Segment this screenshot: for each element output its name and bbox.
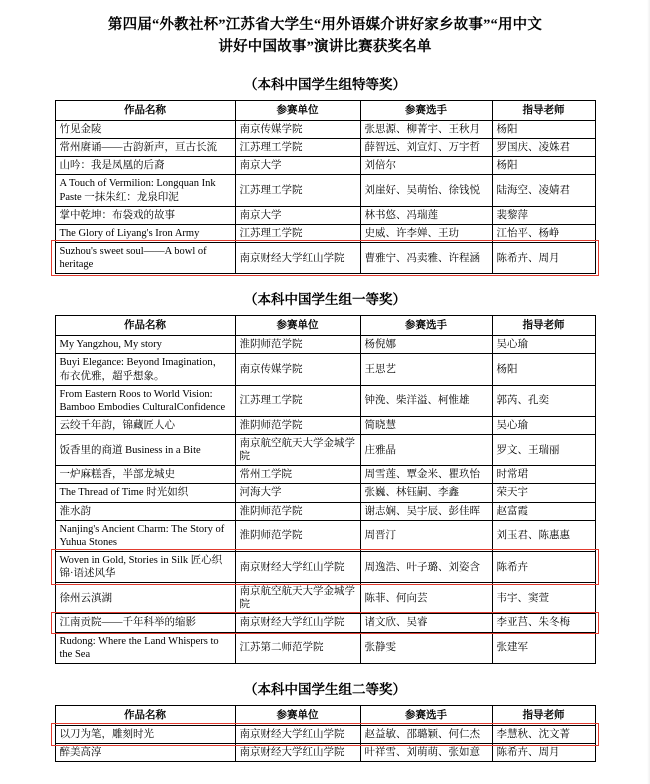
cell-advisor: 郭芮、孔奕	[492, 385, 595, 416]
cell-work: Suzhou's sweet soul——A bowl of heritage	[55, 242, 235, 273]
cell-contestant: 张巍、林钰嗣、李鑫	[360, 484, 492, 502]
cell-contestant: 曹雅宁、冯卖雅、许程涵	[360, 242, 492, 273]
cell-contestant: 王思艺	[360, 354, 492, 385]
table-row-highlighted	[55, 551, 595, 582]
cell-advisor: 刘玉君、陈惠惠	[492, 520, 595, 551]
cell-work: 山吟：我是凤凰的后裔	[55, 157, 235, 175]
cell-advisor: 时常珺	[492, 466, 595, 484]
cell-unit: 江苏理工学院	[235, 175, 360, 206]
table-row	[55, 416, 595, 434]
table-row	[55, 520, 595, 551]
cell-advisor: 罗文、王瑞丽	[492, 435, 595, 466]
col-header-contestant: 参赛选手	[360, 705, 492, 725]
section-heading-second-prize: （本科中国学生组二等奖）	[244, 681, 406, 697]
cell-work: My Yangzhou, My story	[55, 336, 235, 354]
col-header-advisor: 指导老师	[492, 100, 595, 120]
cell-work: Buyi Elegance: Beyond Imagination，布衣优雅，超乎想象。	[55, 354, 235, 385]
cell-work: 江南贡院——千年科举的缩影	[55, 614, 235, 632]
table-row	[55, 502, 595, 520]
table-row-highlighted	[55, 725, 595, 743]
cell-work: 淮水韵	[55, 502, 235, 520]
cell-advisor: 罗国庆、凌姝君	[492, 139, 595, 157]
cell-unit: 南京财经大学红山学院	[235, 725, 360, 743]
table-row	[55, 744, 595, 762]
cell-unit: 淮阴师范学院	[235, 502, 360, 520]
cell-unit: 淮阴师范学院	[235, 416, 360, 434]
cell-work: From Eastern Roos to World Vision: Bamboo Embodies CulturalConfidence	[55, 385, 235, 416]
cell-unit: 河海大学	[235, 484, 360, 502]
cell-work: 一炉麻糕香，半部龙城史	[55, 466, 235, 484]
table-row-highlighted	[55, 614, 595, 632]
cell-unit: 南京传媒学院	[235, 354, 360, 385]
cell-contestant: 杨倪娜	[360, 336, 492, 354]
cell-advisor: 荣天宇	[492, 484, 595, 502]
col-header-contestant: 参赛选手	[360, 100, 492, 120]
table-row	[55, 484, 595, 502]
cell-work: The Thread of Time 时光如织	[55, 484, 235, 502]
document-title	[28, 14, 622, 59]
table-row	[55, 139, 595, 157]
cell-work: A Touch of Vermilion: Longquan Ink Paste 一抹朱红：龙泉印泥	[55, 175, 235, 206]
cell-contestant: 陈菲、何向芸	[360, 583, 492, 614]
cell-work: 云绞千年韵，锦藏匠人心	[55, 416, 235, 434]
cell-advisor: 杨阳	[492, 121, 595, 139]
cell-work: 常州赓诵——古韵新声，亘古长流	[55, 139, 235, 157]
col-header-work: 作品名称	[55, 316, 235, 336]
table-row	[55, 435, 595, 466]
cell-contestant: 张静雯	[360, 632, 492, 663]
cell-unit: 南京大学	[235, 206, 360, 224]
cell-work: 徐州云滇湖	[55, 583, 235, 614]
cell-advisor: 江怡平、杨峥	[492, 224, 595, 242]
cell-advisor: 张建军	[492, 632, 595, 663]
cell-unit: 南京大学	[235, 157, 360, 175]
cell-unit: 江苏理工学院	[235, 139, 360, 157]
cell-contestant: 张思源、柳菁宇、王秋月	[360, 121, 492, 139]
table-row	[55, 583, 595, 614]
document-title-line2: 讲好中国故事”演讲比赛获奖名单	[218, 39, 432, 56]
cell-advisor: 裴黎萍	[492, 206, 595, 224]
cell-contestant: 周雪莲、覃金米、瞿玖怡	[360, 466, 492, 484]
cell-unit: 南京财经大学红山学院	[235, 614, 360, 632]
cell-advisor: 杨阳	[492, 157, 595, 175]
cell-contestant: 谢志娴、吴宇辰、彭佳晖	[360, 502, 492, 520]
col-header-unit: 参赛单位	[235, 316, 360, 336]
cell-contestant: 钟浼、柴洋溢、柯惟雄	[360, 385, 492, 416]
table-row-highlighted	[55, 242, 595, 273]
cell-work: Rudong: Where the Land Whispers to the Sea	[55, 632, 235, 663]
cell-contestant: 周晋汀	[360, 520, 492, 551]
cell-contestant: 庄雅晶	[360, 435, 492, 466]
cell-unit: 南京航空航天大学金城学院	[235, 583, 360, 614]
col-header-work: 作品名称	[55, 100, 235, 120]
cell-advisor: 陈希卉	[492, 551, 595, 582]
awards-table-second-prize	[55, 705, 596, 762]
awards-table-first-prize	[55, 315, 596, 664]
cell-contestant: 史威、许李婵、王玏	[360, 224, 492, 242]
cell-advisor: 吴心瑜	[492, 416, 595, 434]
table-row	[55, 206, 595, 224]
cell-advisor: 陈希卉、周月	[492, 242, 595, 273]
cell-work: 以刀为笔，雕刻时光	[55, 725, 235, 743]
cell-work: Woven in Gold, Stories in Silk 匠心织锦·语述风华	[55, 551, 235, 582]
table-header-row	[55, 316, 595, 336]
cell-unit: 南京财经大学红山学院	[235, 242, 360, 273]
table-row	[55, 175, 595, 206]
cell-advisor: 陆海空、凌婧君	[492, 175, 595, 206]
cell-unit: 淮阴师范学院	[235, 520, 360, 551]
table-row	[55, 632, 595, 663]
cell-unit: 南京传媒学院	[235, 121, 360, 139]
cell-contestant: 简晓慧	[360, 416, 492, 434]
document-title-line1: 第四届“外教社杯”江苏省大学生“用外语媒介讲好家乡故事”“用中文	[107, 17, 543, 33]
cell-unit: 江苏理工学院	[235, 385, 360, 416]
cell-unit: 淮阴师范学院	[235, 336, 360, 354]
table-row	[55, 354, 595, 385]
table-row	[55, 466, 595, 484]
table-header-row	[55, 705, 595, 725]
cell-work: 竹见金陵	[55, 121, 235, 139]
col-header-advisor: 指导老师	[492, 316, 595, 336]
cell-work: 饭香里的商道 Business in a Bite	[55, 435, 235, 466]
cell-unit: 南京航空航天大学金城学院	[235, 435, 360, 466]
col-header-work: 作品名称	[55, 705, 235, 725]
cell-work: The Glory of Liyang's Iron Army	[55, 224, 235, 242]
cell-work: Nanjing's Ancient Charm: The Story of Yuhua Stones	[55, 520, 235, 551]
cell-advisor: 李亚莒、朱冬梅	[492, 614, 595, 632]
col-header-advisor: 指导老师	[492, 705, 595, 725]
cell-contestant: 叶祥雪、刘萌萌、张如意	[360, 744, 492, 762]
table-row	[55, 385, 595, 416]
col-header-contestant: 参赛选手	[360, 316, 492, 336]
cell-advisor: 陈希卉、周月	[492, 744, 595, 762]
table-row	[55, 121, 595, 139]
cell-unit: 江苏理工学院	[235, 224, 360, 242]
table-header-row	[55, 100, 595, 120]
cell-contestant: 诸文欣、吴睿	[360, 614, 492, 632]
cell-contestant: 林书悠、冯瑞莲	[360, 206, 492, 224]
cell-unit: 常州工学院	[235, 466, 360, 484]
cell-work: 掌中乾坤：布袋戏的故事	[55, 206, 235, 224]
cell-contestant: 周逸浩、叶子璐、刘姿含	[360, 551, 492, 582]
col-header-unit: 参赛单位	[235, 100, 360, 120]
cell-contestant: 薛智远、刘宣灯、万宇哲	[360, 139, 492, 157]
table-row	[55, 336, 595, 354]
cell-unit: 江苏第二师范学院	[235, 632, 360, 663]
cell-advisor: 赵富霞	[492, 502, 595, 520]
cell-unit: 南京财经大学红山学院	[235, 551, 360, 582]
cell-unit: 南京财经大学红山学院	[235, 744, 360, 762]
cell-advisor: 吴心瑜	[492, 336, 595, 354]
cell-contestant: 刘崖好、吴萌怡、徐钱悦	[360, 175, 492, 206]
table-row	[55, 157, 595, 175]
section-heading-first-prize: （本科中国学生组一等奖）	[244, 292, 406, 308]
cell-work: 醉美高淳	[55, 744, 235, 762]
section-heading-special: （本科中国学生组特等奖）	[244, 76, 406, 92]
col-header-unit: 参赛单位	[235, 705, 360, 725]
cell-contestant: 刘倍尔	[360, 157, 492, 175]
cell-advisor: 韦宇、窦萱	[492, 583, 595, 614]
cell-advisor: 杨阳	[492, 354, 595, 385]
cell-advisor: 李慧秋、沈文菁	[492, 725, 595, 743]
cell-contestant: 赵益敏、邵璐颖、何仁杰	[360, 725, 492, 743]
awards-table-special	[55, 100, 596, 274]
table-row	[55, 224, 595, 242]
